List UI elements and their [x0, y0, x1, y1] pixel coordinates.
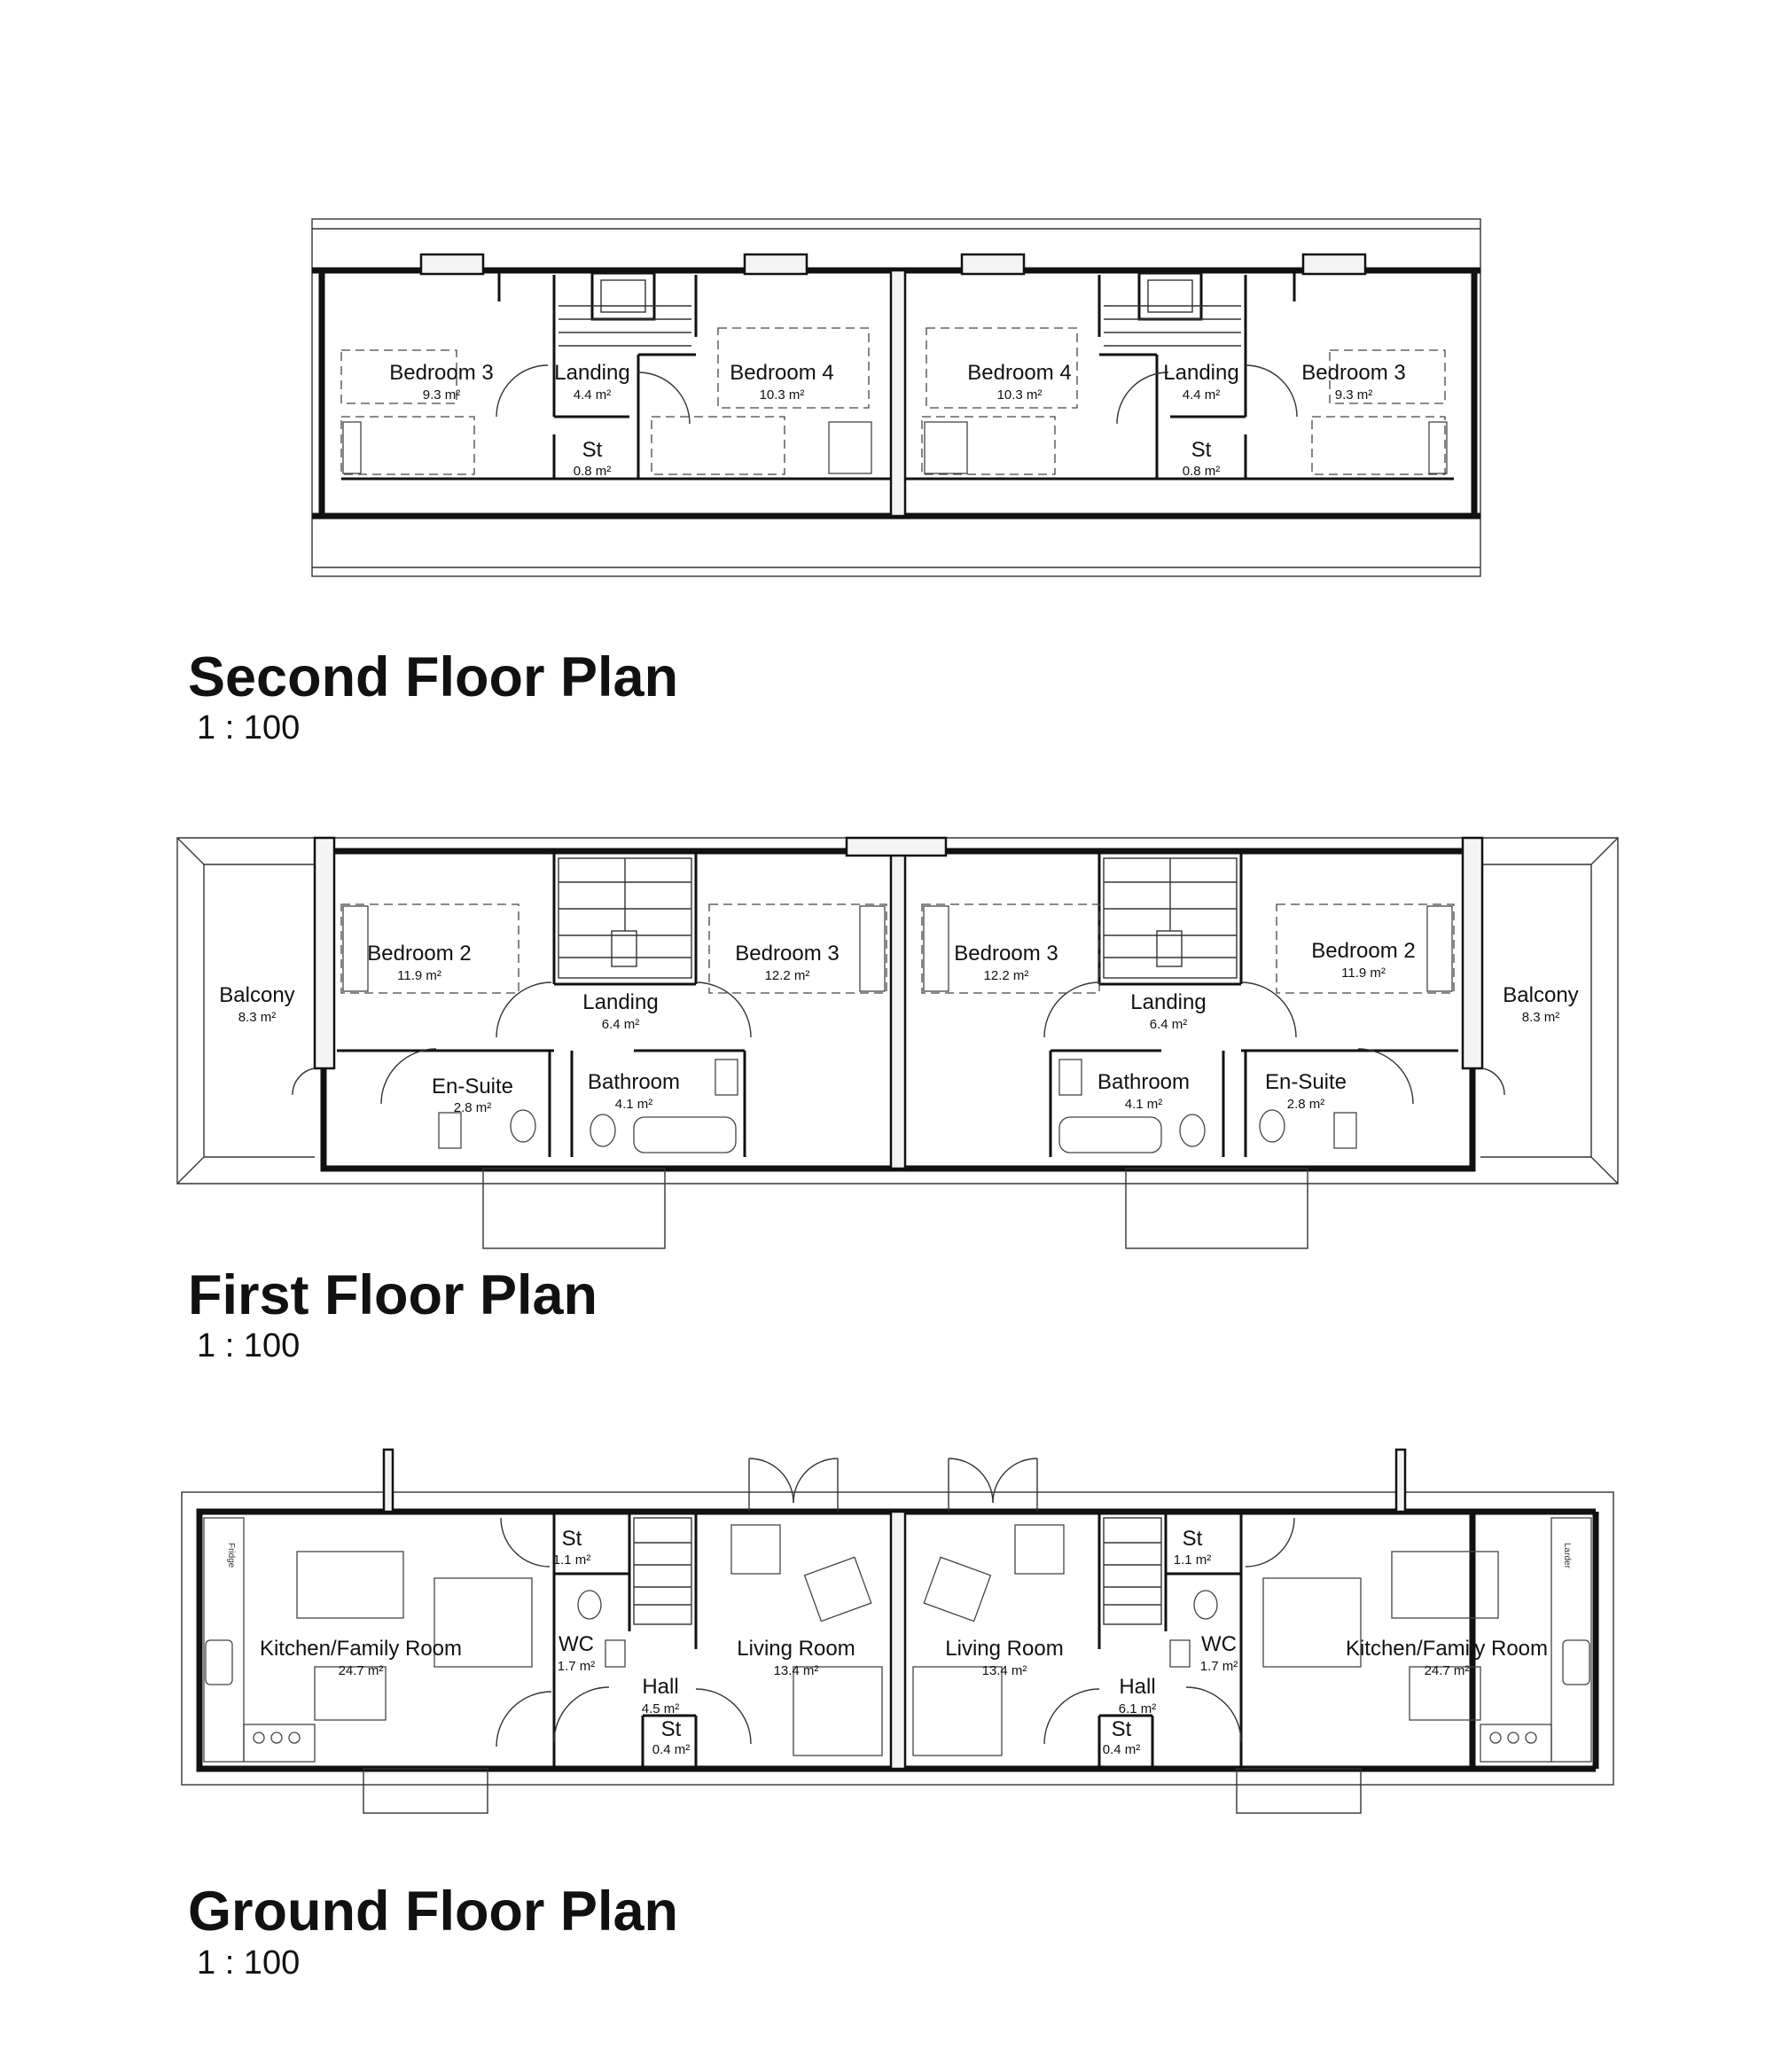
second-floor-plan-scale: 1 : 100 [197, 709, 301, 747]
first-floor-plan-title: First Floor Plan [188, 1264, 598, 1326]
first-floor-plan-scale: 1 : 100 [197, 1327, 301, 1364]
room-name: St [660, 1717, 682, 1741]
room-name: Bedroom 3 [735, 942, 840, 966]
room-area: 12.2 m² [983, 968, 1029, 983]
room-name: Bathroom [1097, 1070, 1191, 1094]
room-name: En-Suite [431, 1075, 514, 1099]
party-wall [891, 851, 905, 1169]
ground-floor-plan-title: Ground Floor Plan [188, 1880, 678, 1943]
room-area: 0.4 m² [1102, 1742, 1141, 1757]
room-area: 9.3 m² [1334, 387, 1373, 403]
room-name: Balcony [1503, 983, 1579, 1007]
room-name: Landing [1130, 990, 1207, 1014]
room-name: Landing [554, 361, 630, 385]
room-area: 0.8 m² [1182, 464, 1221, 479]
room-area: 4.4 m² [573, 387, 612, 403]
room-name: Kitchen/Family Room [259, 1637, 463, 1661]
room-area: 2.8 m² [453, 1100, 492, 1115]
room-name: Landing [582, 990, 659, 1014]
room-name: St [582, 438, 603, 462]
room-name: Bedroom 3 [389, 361, 494, 385]
ground-floor-plan-scale: 1 : 100 [197, 1944, 301, 1982]
room-name: Bedroom 3 [954, 942, 1058, 966]
room-area: 10.3 m² [759, 387, 805, 403]
room-area: 24.7 m² [1424, 1663, 1470, 1678]
room-area: 4.1 m² [614, 1097, 653, 1112]
room-area: 12.2 m² [764, 968, 810, 983]
room-area: 1.1 m² [1173, 1552, 1212, 1568]
room-area: 9.3 m² [422, 387, 461, 403]
room-name: Hall [642, 1675, 679, 1699]
staircase [1104, 858, 1237, 978]
room-area: 11.9 m² [1341, 966, 1386, 981]
room-name: WC [558, 1632, 594, 1656]
room-name: WC [1201, 1632, 1237, 1656]
party-wall [891, 1512, 905, 1769]
room-area: 0.8 m² [573, 464, 612, 479]
room-name: St [561, 1527, 582, 1551]
room-area: 11.9 m² [397, 968, 441, 983]
room-area: 8.3 m² [1521, 1010, 1560, 1025]
room-name: Hall [1119, 1675, 1156, 1699]
room-name: St [1111, 1717, 1132, 1741]
room-area: 4.5 m² [641, 1701, 680, 1716]
room-name: Bedroom 2 [1311, 939, 1416, 963]
room-area: 6.4 m² [1149, 1017, 1188, 1032]
room-area: 13.4 m² [773, 1663, 819, 1678]
room-name: Bathroom [587, 1070, 681, 1094]
first-floor-plan [177, 838, 1618, 1248]
room-area: 24.7 m² [338, 1663, 384, 1678]
room-name: Kitchen/Family Room [1345, 1637, 1549, 1661]
room-name: Bedroom 4 [730, 361, 834, 385]
room-name: Balcony [219, 983, 295, 1007]
room-area: 0.4 m² [652, 1742, 691, 1757]
room-area: 4.4 m² [1182, 387, 1221, 403]
room-area: 13.4 m² [981, 1663, 1027, 1678]
room-name: Bedroom 3 [1301, 361, 1406, 385]
room-area: 1.1 m² [552, 1552, 591, 1568]
room-name: St [1182, 1527, 1203, 1551]
room-area: 1.7 m² [557, 1659, 596, 1674]
room-area: 4.1 m² [1124, 1097, 1163, 1112]
ground-floor-plan [182, 1450, 1613, 1813]
room-area: 1.7 m² [1199, 1659, 1238, 1674]
room-name: Bedroom 2 [367, 942, 472, 966]
room-area: 6.1 m² [1118, 1701, 1157, 1716]
room-name: Living Room [945, 1637, 1064, 1661]
room-name: Landing [1163, 361, 1239, 385]
second-floor-plan-title: Second Floor Plan [188, 646, 679, 708]
room-area: 8.3 m² [238, 1010, 277, 1025]
fridge-annotation: Fridge [226, 1543, 236, 1568]
room-name: Bedroom 4 [967, 361, 1072, 385]
room-area: 2.8 m² [1286, 1097, 1325, 1112]
room-name: En-Suite [1264, 1070, 1347, 1094]
staircase [558, 858, 691, 978]
room-name: St [1191, 438, 1212, 462]
larder-annotation: Larder [1562, 1543, 1572, 1568]
second-floor-plan [312, 219, 1480, 576]
room-area: 6.4 m² [601, 1017, 640, 1032]
room-area: 10.3 m² [996, 387, 1043, 403]
room-name: Living Room [737, 1637, 855, 1661]
party-wall [891, 270, 905, 516]
